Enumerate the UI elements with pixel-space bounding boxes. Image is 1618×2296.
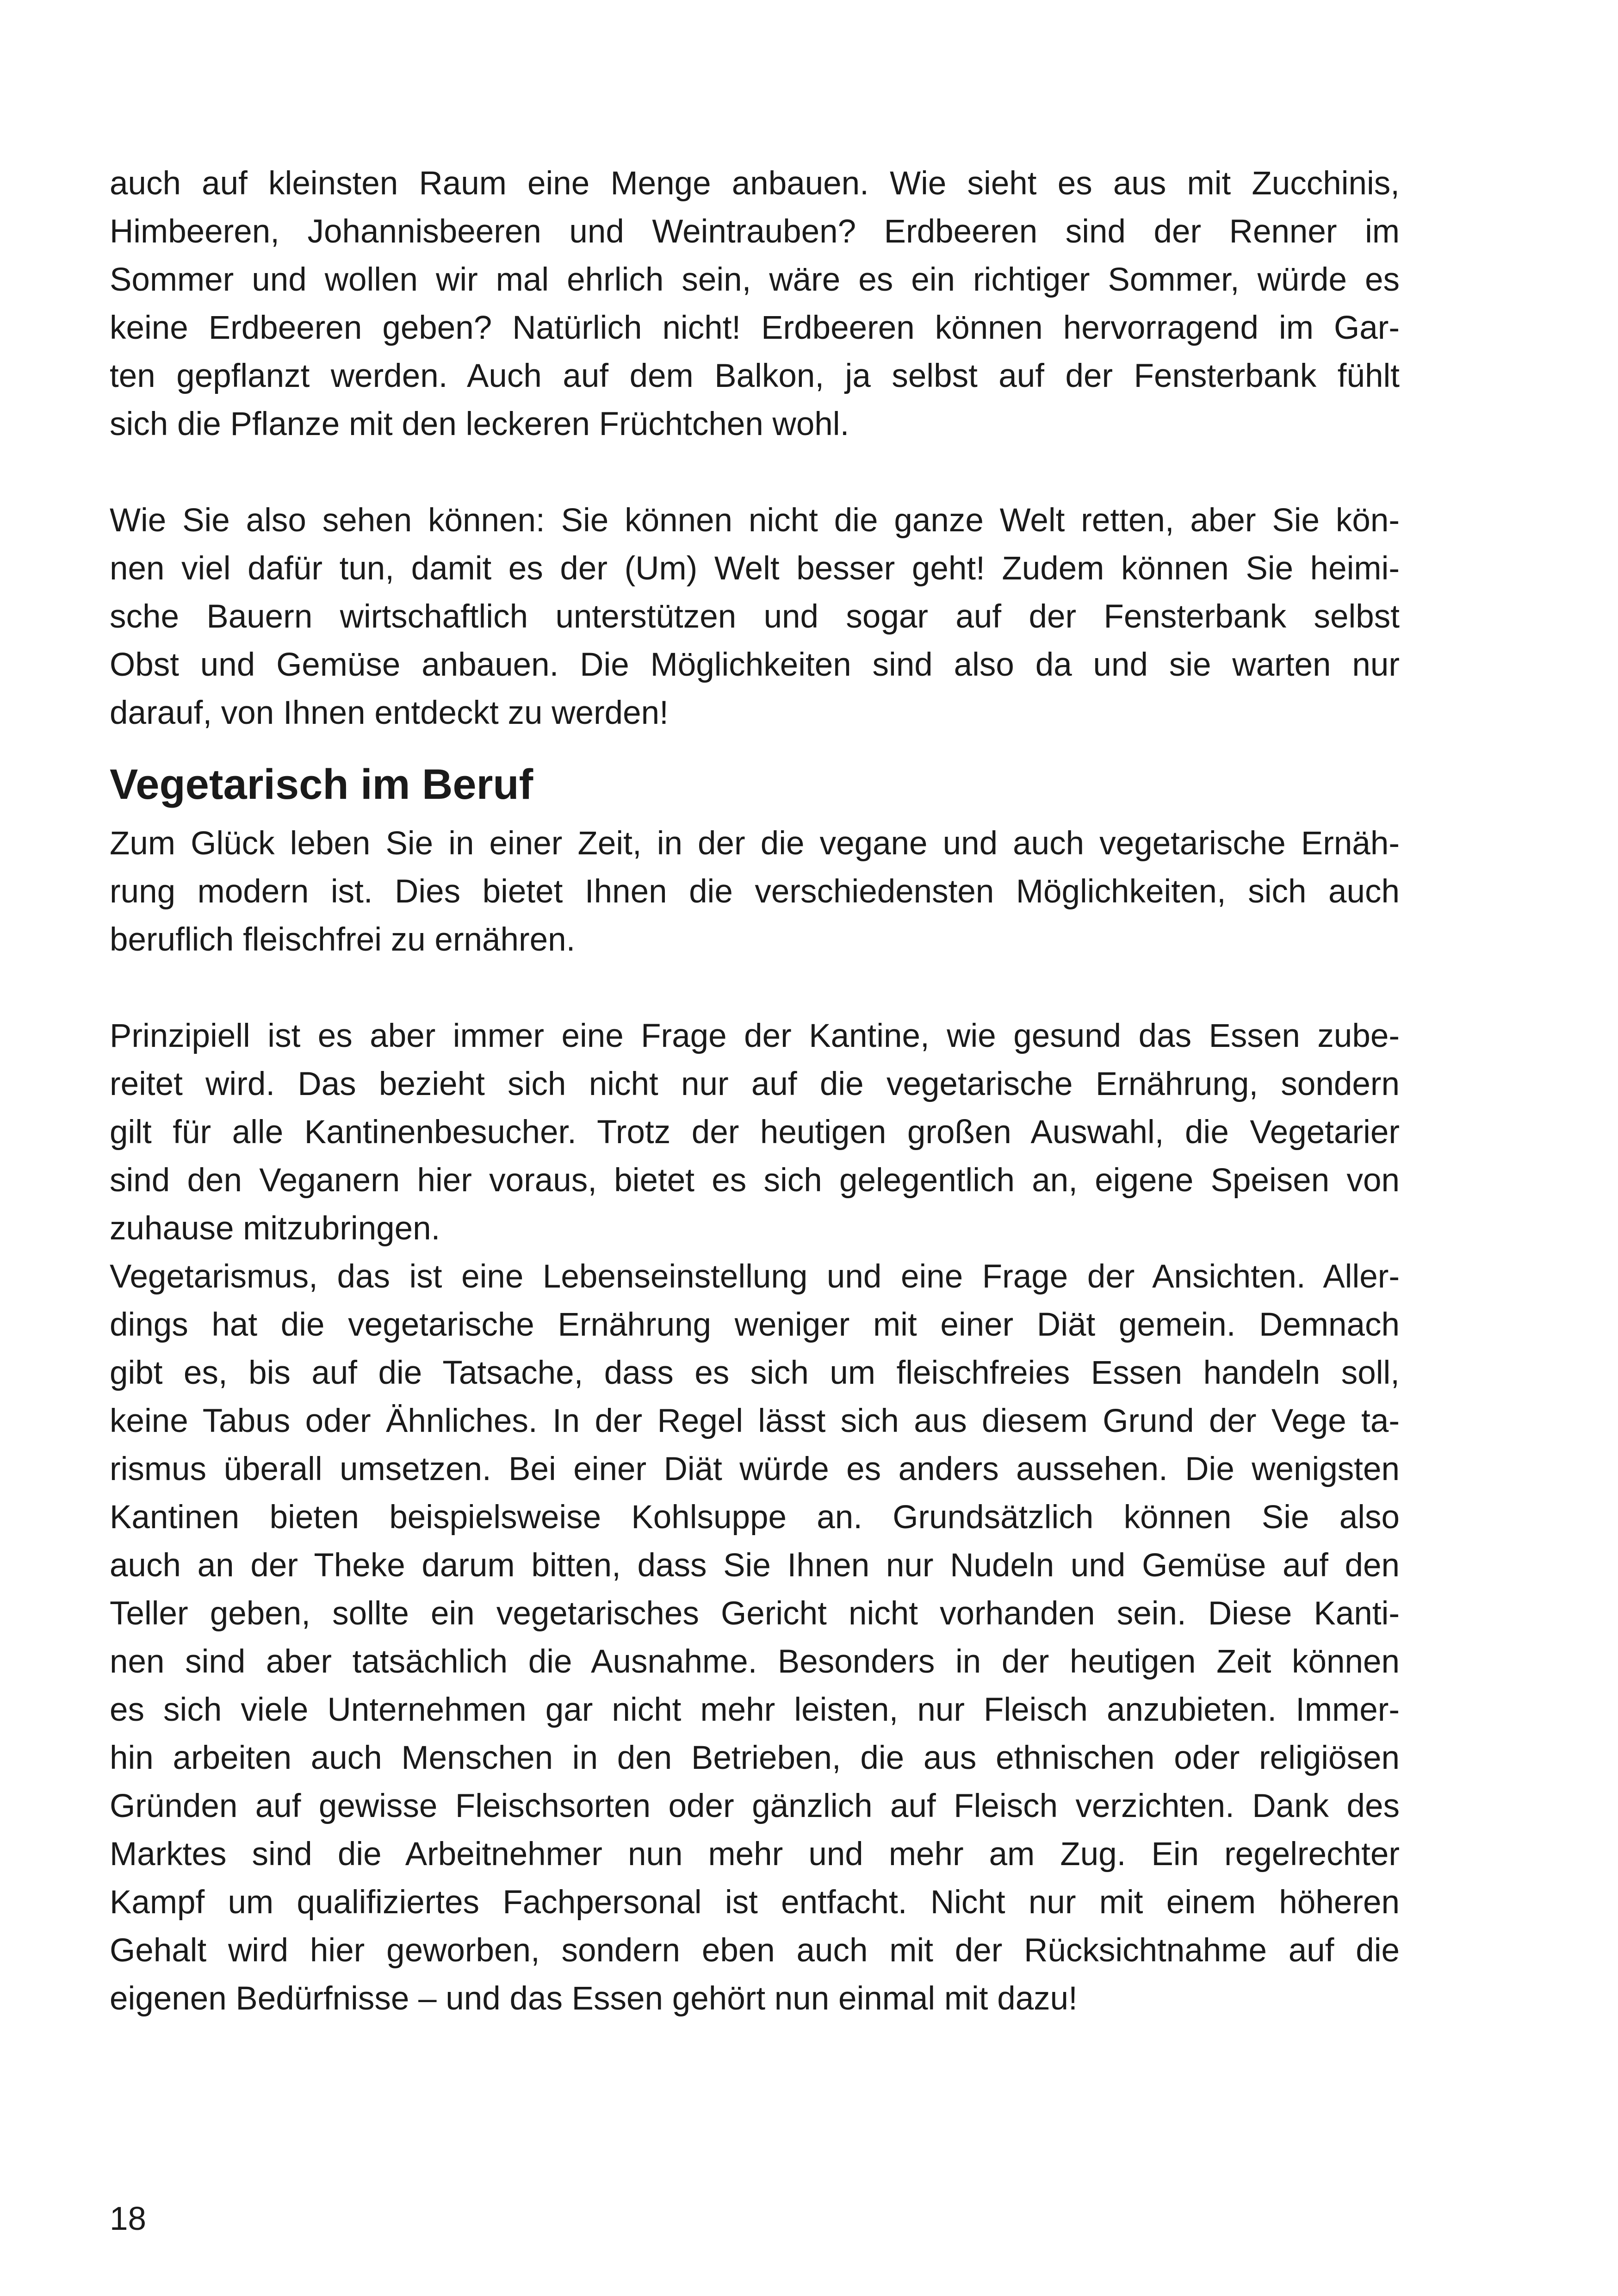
text-line: hin arbeiten auch Menschen in den Betrieben, die aus ethnischen oder religiösen: [110, 1740, 1400, 1776]
text-line: sich die Pflanze mit den leckeren Früchtchen wohl.: [110, 406, 849, 442]
text-line: Marktes sind die Arbeitnehmer nun mehr und mehr am Zug. Ein regelrechter: [110, 1836, 1400, 1873]
text-line: rung modern ist. Dies bietet Ihnen die verschiedensten Möglichkeiten, sich auch: [110, 873, 1400, 910]
text-line: Teller geben, sollte ein vegetarisches Gericht nicht vorhanden sein. Diese Kanti-: [110, 1595, 1400, 1632]
text-line: eigenen Bedürfnisse – und das Essen gehört nun einmal mit dazu!: [110, 1980, 1078, 2017]
text-line: Wie Sie also sehen können: Sie können nicht die ganze Welt retten, aber Sie kön-: [110, 502, 1400, 539]
text-line: keine Erdbeeren geben? Natürlich nicht! Erdbeeren können hervorragend im Gar-: [110, 310, 1400, 346]
text-line: Sommer und wollen wir mal ehrlich sein, wäre es ein richtiger Sommer, würde es: [110, 261, 1400, 298]
text-line: reitet wird. Das bezieht sich nicht nur auf die vegetarische Ernährung, sondern: [110, 1066, 1400, 1102]
text-line: rismus überall umsetzen. Bei einer Diät würde es anders aussehen. Die wenigsten: [110, 1451, 1400, 1487]
text-line: Gehalt wird hier geworben, sondern eben auch mit der Rücksichtnahme auf die: [110, 1932, 1400, 1969]
paragraph-gap: [110, 964, 1400, 1012]
text-line: auch auf kleinsten Raum eine Menge anbauen. Wie sieht es aus mit Zucchinis,: [110, 165, 1400, 202]
text-line: Vegetarismus, das ist eine Lebenseinstellung und eine Frage der Ansichten. Aller-: [110, 1258, 1400, 1295]
text-line: es sich viele Unternehmen gar nicht mehr leisten, nur Fleisch anzubieten. Immer-: [110, 1692, 1400, 1728]
page-body: [110, 160, 1400, 2023]
text-line: zuhause mitzubringen.: [110, 1210, 440, 1247]
text-line: keine Tabus oder Ähnliches. In der Regel lässt sich aus diesem Grund der Vege ta-: [110, 1403, 1400, 1439]
paragraph-1: [110, 160, 1400, 448]
text-line: ten gepflanzt werden. Auch auf dem Balkon, ja selbst auf der Fensterbank fühlt: [110, 358, 1400, 394]
text-line: Prinzipiell ist es aber immer eine Frage der Kantine, wie gesund das Essen zube-: [110, 1018, 1400, 1054]
paragraph-4: [110, 1012, 1400, 1253]
text-line: sind den Veganern hier voraus, bietet es sich gelegentlich an, eigene Speisen von: [110, 1162, 1400, 1199]
text-line: sche Bauern wirtschaftlich unterstützen und sogar auf der Fensterbank selbst: [110, 598, 1400, 635]
text-line: dings hat die vegetarische Ernährung weniger mit einer Diät gemein. Demnach: [110, 1307, 1400, 1343]
text-line: nen viel dafür tun, damit es der (Um) Welt besser geht! Zudem können Sie heimi-: [110, 550, 1400, 587]
text-line: Himbeeren, Johannisbeeren und Weintrauben? Erdbeeren sind der Renner im: [110, 213, 1400, 250]
text-line: Zum Glück leben Sie in einer Zeit, in der die vegane und auch vegetarische Ernäh-: [110, 825, 1400, 862]
text-line: Obst und Gemüse anbauen. Die Möglichkeiten sind also da und sie warten nur: [110, 647, 1400, 683]
text-line: beruflich fleischfrei zu ernähren.: [110, 921, 576, 958]
text-line: gibt es, bis auf die Tatsache, dass es sich um fleischfreies Essen handeln soll,: [110, 1355, 1400, 1391]
text-line: Kampf um qualifiziertes Fachpersonal ist entfacht. Nicht nur mit einem höheren: [110, 1884, 1400, 1921]
paragraph-5: [110, 1253, 1400, 2023]
text-line: Kantinen bieten beispielsweise Kohlsuppe an. Grundsätzlich können Sie also: [110, 1499, 1400, 1536]
paragraph-gap: [110, 448, 1400, 497]
text-line: nen sind aber tatsächlich die Ausnahme. Besonders in der heutigen Zeit können: [110, 1643, 1400, 1680]
paragraph-3: [110, 820, 1400, 964]
page-number: 18: [110, 2201, 146, 2237]
section-heading: Vegetarisch im Beruf: [110, 761, 533, 808]
paragraph-2: [110, 497, 1400, 737]
text-line: auch an der Theke darum bitten, dass Sie Ihnen nur Nudeln und Gemüse auf den: [110, 1547, 1400, 1584]
text-line: Gründen auf gewisse Fleischsorten oder gänzlich auf Fleisch verzichten. Dank des: [110, 1788, 1400, 1824]
text-line: darauf, von Ihnen entdeckt zu werden!: [110, 695, 669, 731]
text-line: gilt für alle Kantinenbesucher. Trotz der heutigen großen Auswahl, die Vegetarier: [110, 1114, 1400, 1151]
